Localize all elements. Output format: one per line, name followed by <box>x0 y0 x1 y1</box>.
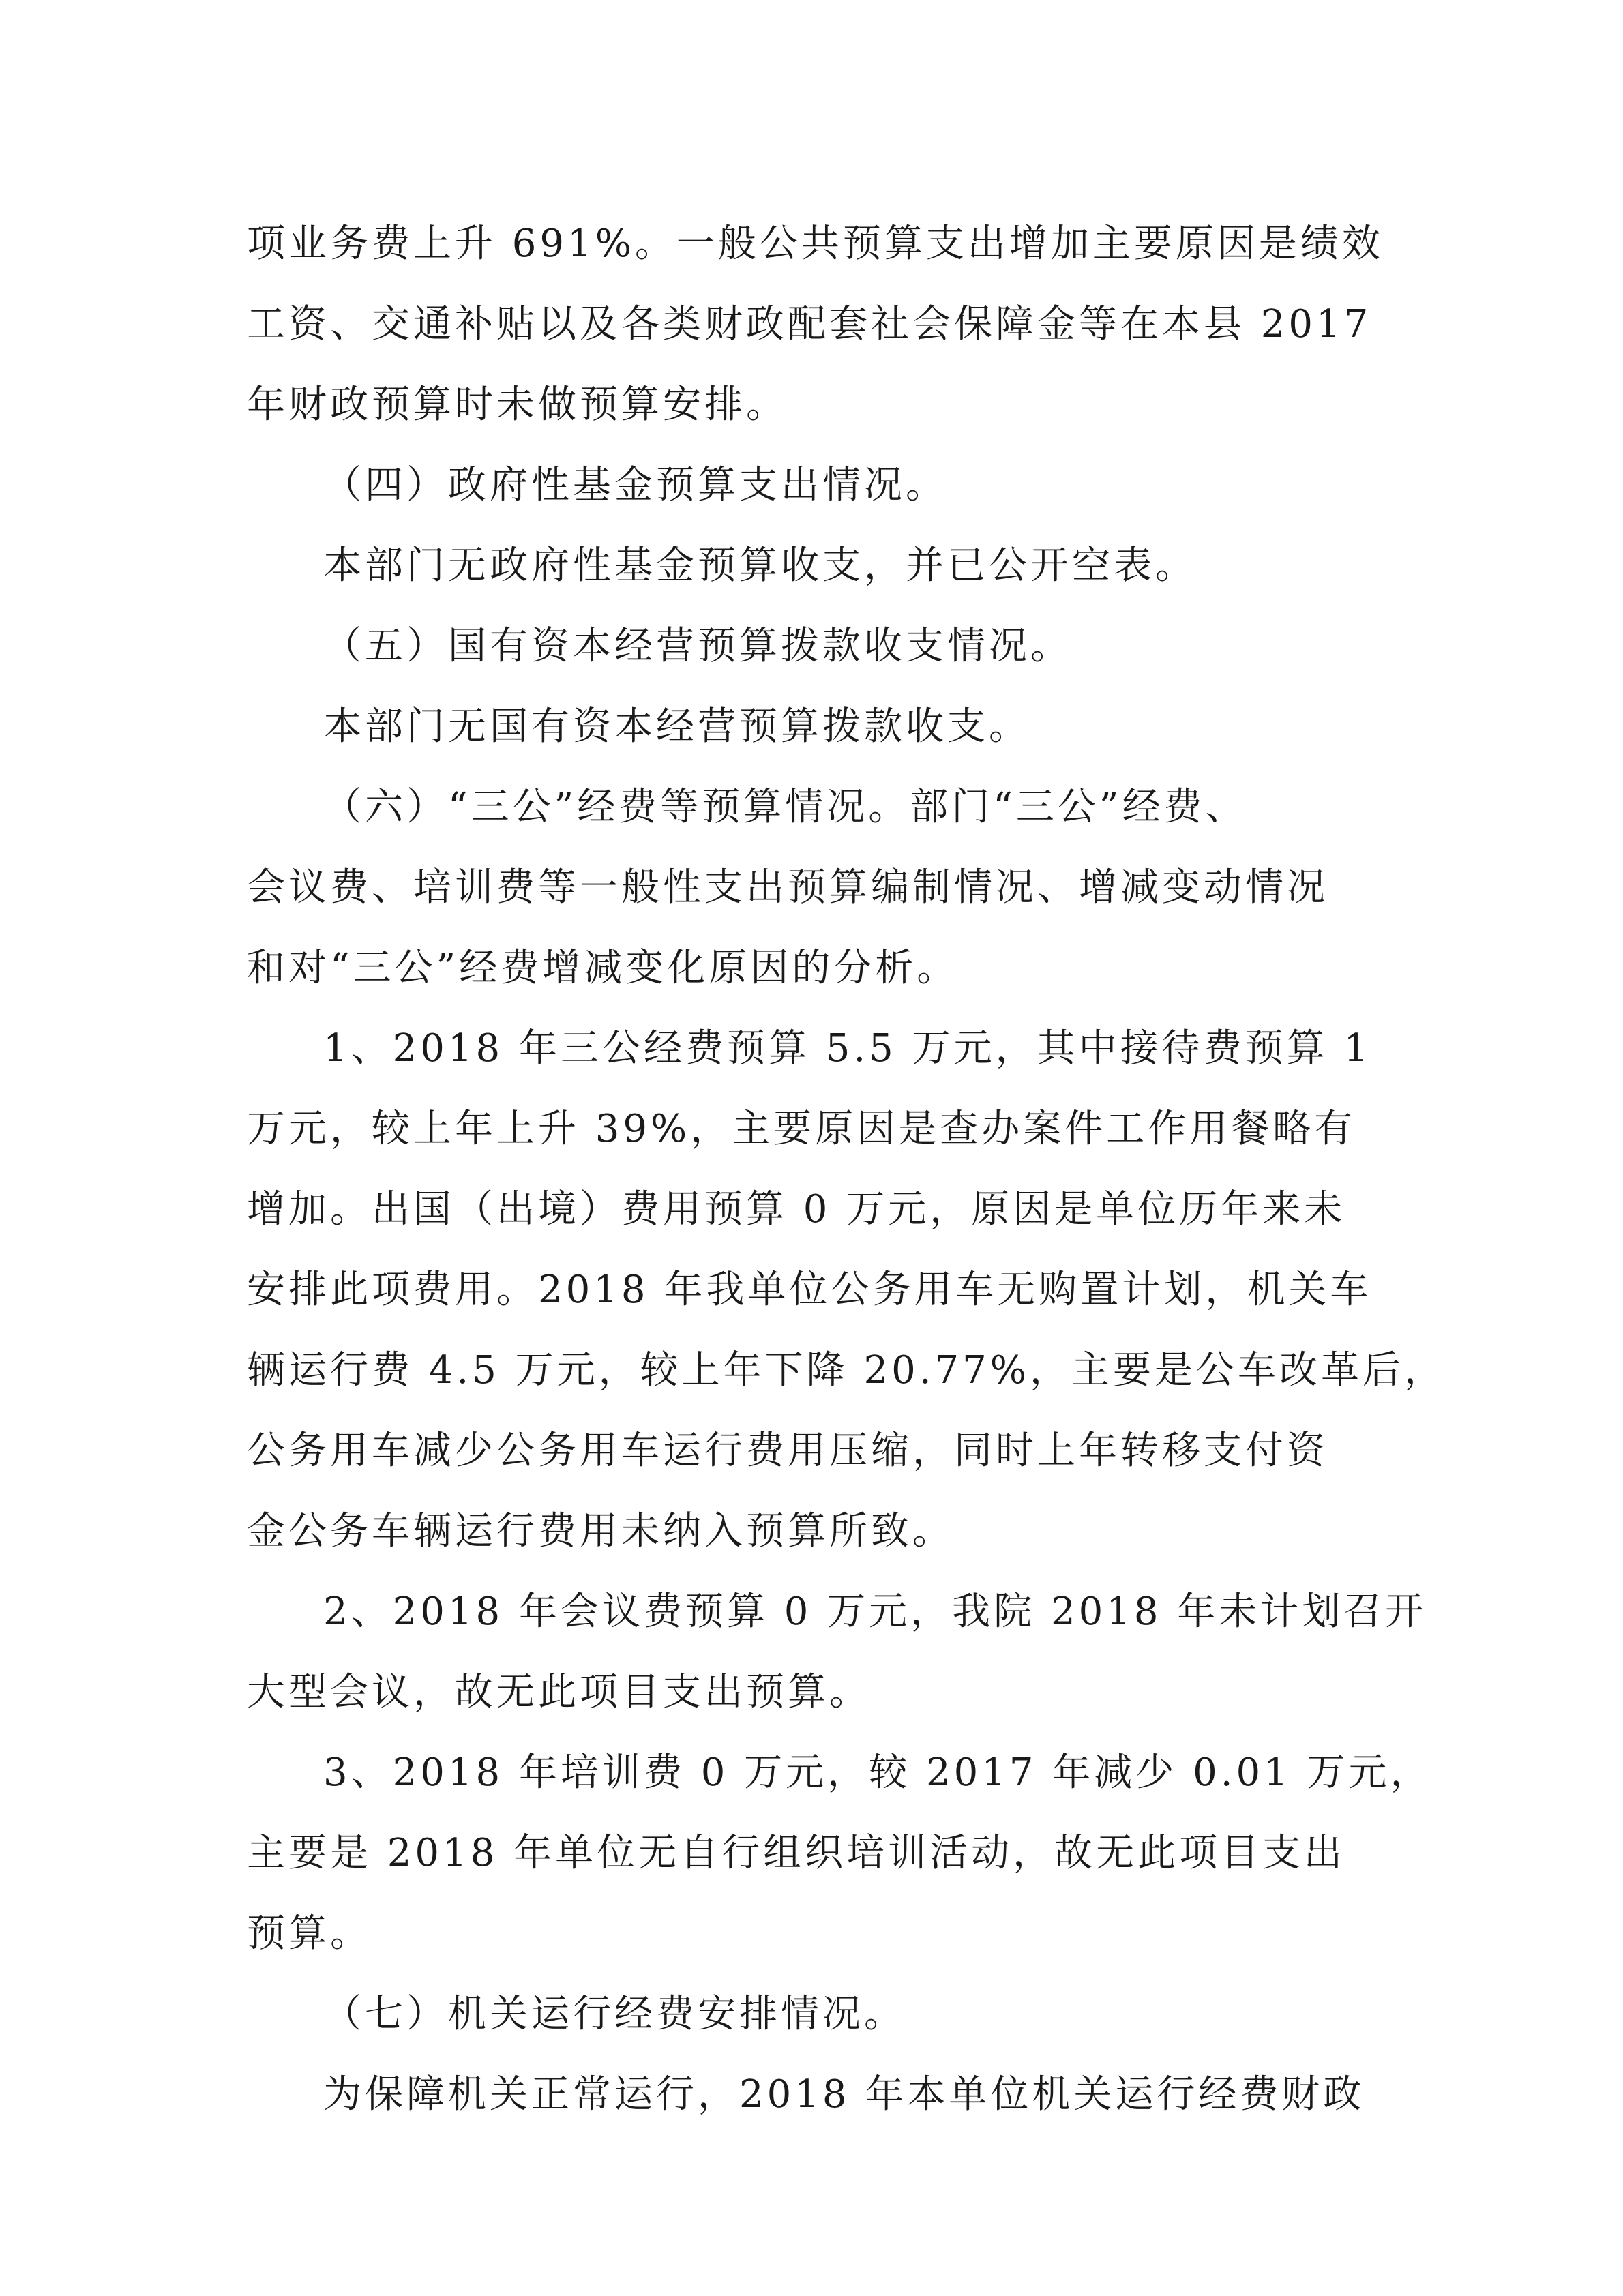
text-line: 项业务费上升 691%。一般公共预算支出增加主要原因是绩效 <box>247 222 1384 266</box>
text-line: 安排此项费用。2018 年我单位公务用车无购置计划，机关车 <box>247 1268 1372 1312</box>
text-line: 工资、交通补贴以及各类财政配套社会保障金等在本县 2017 <box>247 302 1372 346</box>
text-line: 公务用车减少公务用车运行费用压缩，同时上年转移支付资 <box>247 1429 1328 1473</box>
text-line: 本部门无政府性基金预算收支，并已公开空表。 <box>323 543 1197 588</box>
text-line: 1、2018 年三公经费预算 5.5 万元，其中接待费预算 1 <box>323 1026 1372 1071</box>
text-line: 3、2018 年培训费 0 万元，较 2017 年减少 0.01 万元， <box>323 1750 1432 1795</box>
section-heading: （四）政府性基金预算支出情况。 <box>323 463 947 507</box>
text-line: 增加。出国（出境）费用预算 0 万元，原因是单位历年来未 <box>247 1187 1346 1232</box>
text-line: 为保障机关正常运行，2018 年本单位机关运行经费财政 <box>323 2072 1365 2117</box>
text-line: 会议费、培训费等一般性支出预算编制情况、增减变动情况 <box>247 865 1328 910</box>
section-heading: （六）“三公”经费等预算情况。部门“三公”经费、 <box>323 785 1247 829</box>
text-line: 年财政预算时未做预算安排。 <box>247 383 788 427</box>
text-line: 预算。 <box>247 1911 372 1956</box>
text-line: 金公务车辆运行费用未纳入预算所致。 <box>247 1509 954 1553</box>
text-line: 2、2018 年会议费预算 0 万元，我院 2018 年未计划召开 <box>323 1590 1427 1634</box>
text-line: 辆运行费 4.5 万元，较上年下降 20.77%，主要是公车改革后， <box>247 1348 1446 1392</box>
section-heading: （五）国有资本经营预算拨款收支情况。 <box>323 624 1072 668</box>
text-line: 万元，较上年上升 39%，主要原因是查办案件工作用餐略有 <box>247 1107 1356 1151</box>
text-line: 主要是 2018 年单位无自行组织培训活动，故无此项目支出 <box>247 1831 1346 1875</box>
text-line: 本部门无国有资本经营预算拨款收支。 <box>323 704 1030 749</box>
text-line: 和对“三公”经费增减变化原因的分析。 <box>247 946 959 990</box>
section-heading: （七）机关运行经费安排情况。 <box>323 1992 906 2036</box>
text-line: 大型会议，故无此项目支出预算。 <box>247 1670 871 1714</box>
